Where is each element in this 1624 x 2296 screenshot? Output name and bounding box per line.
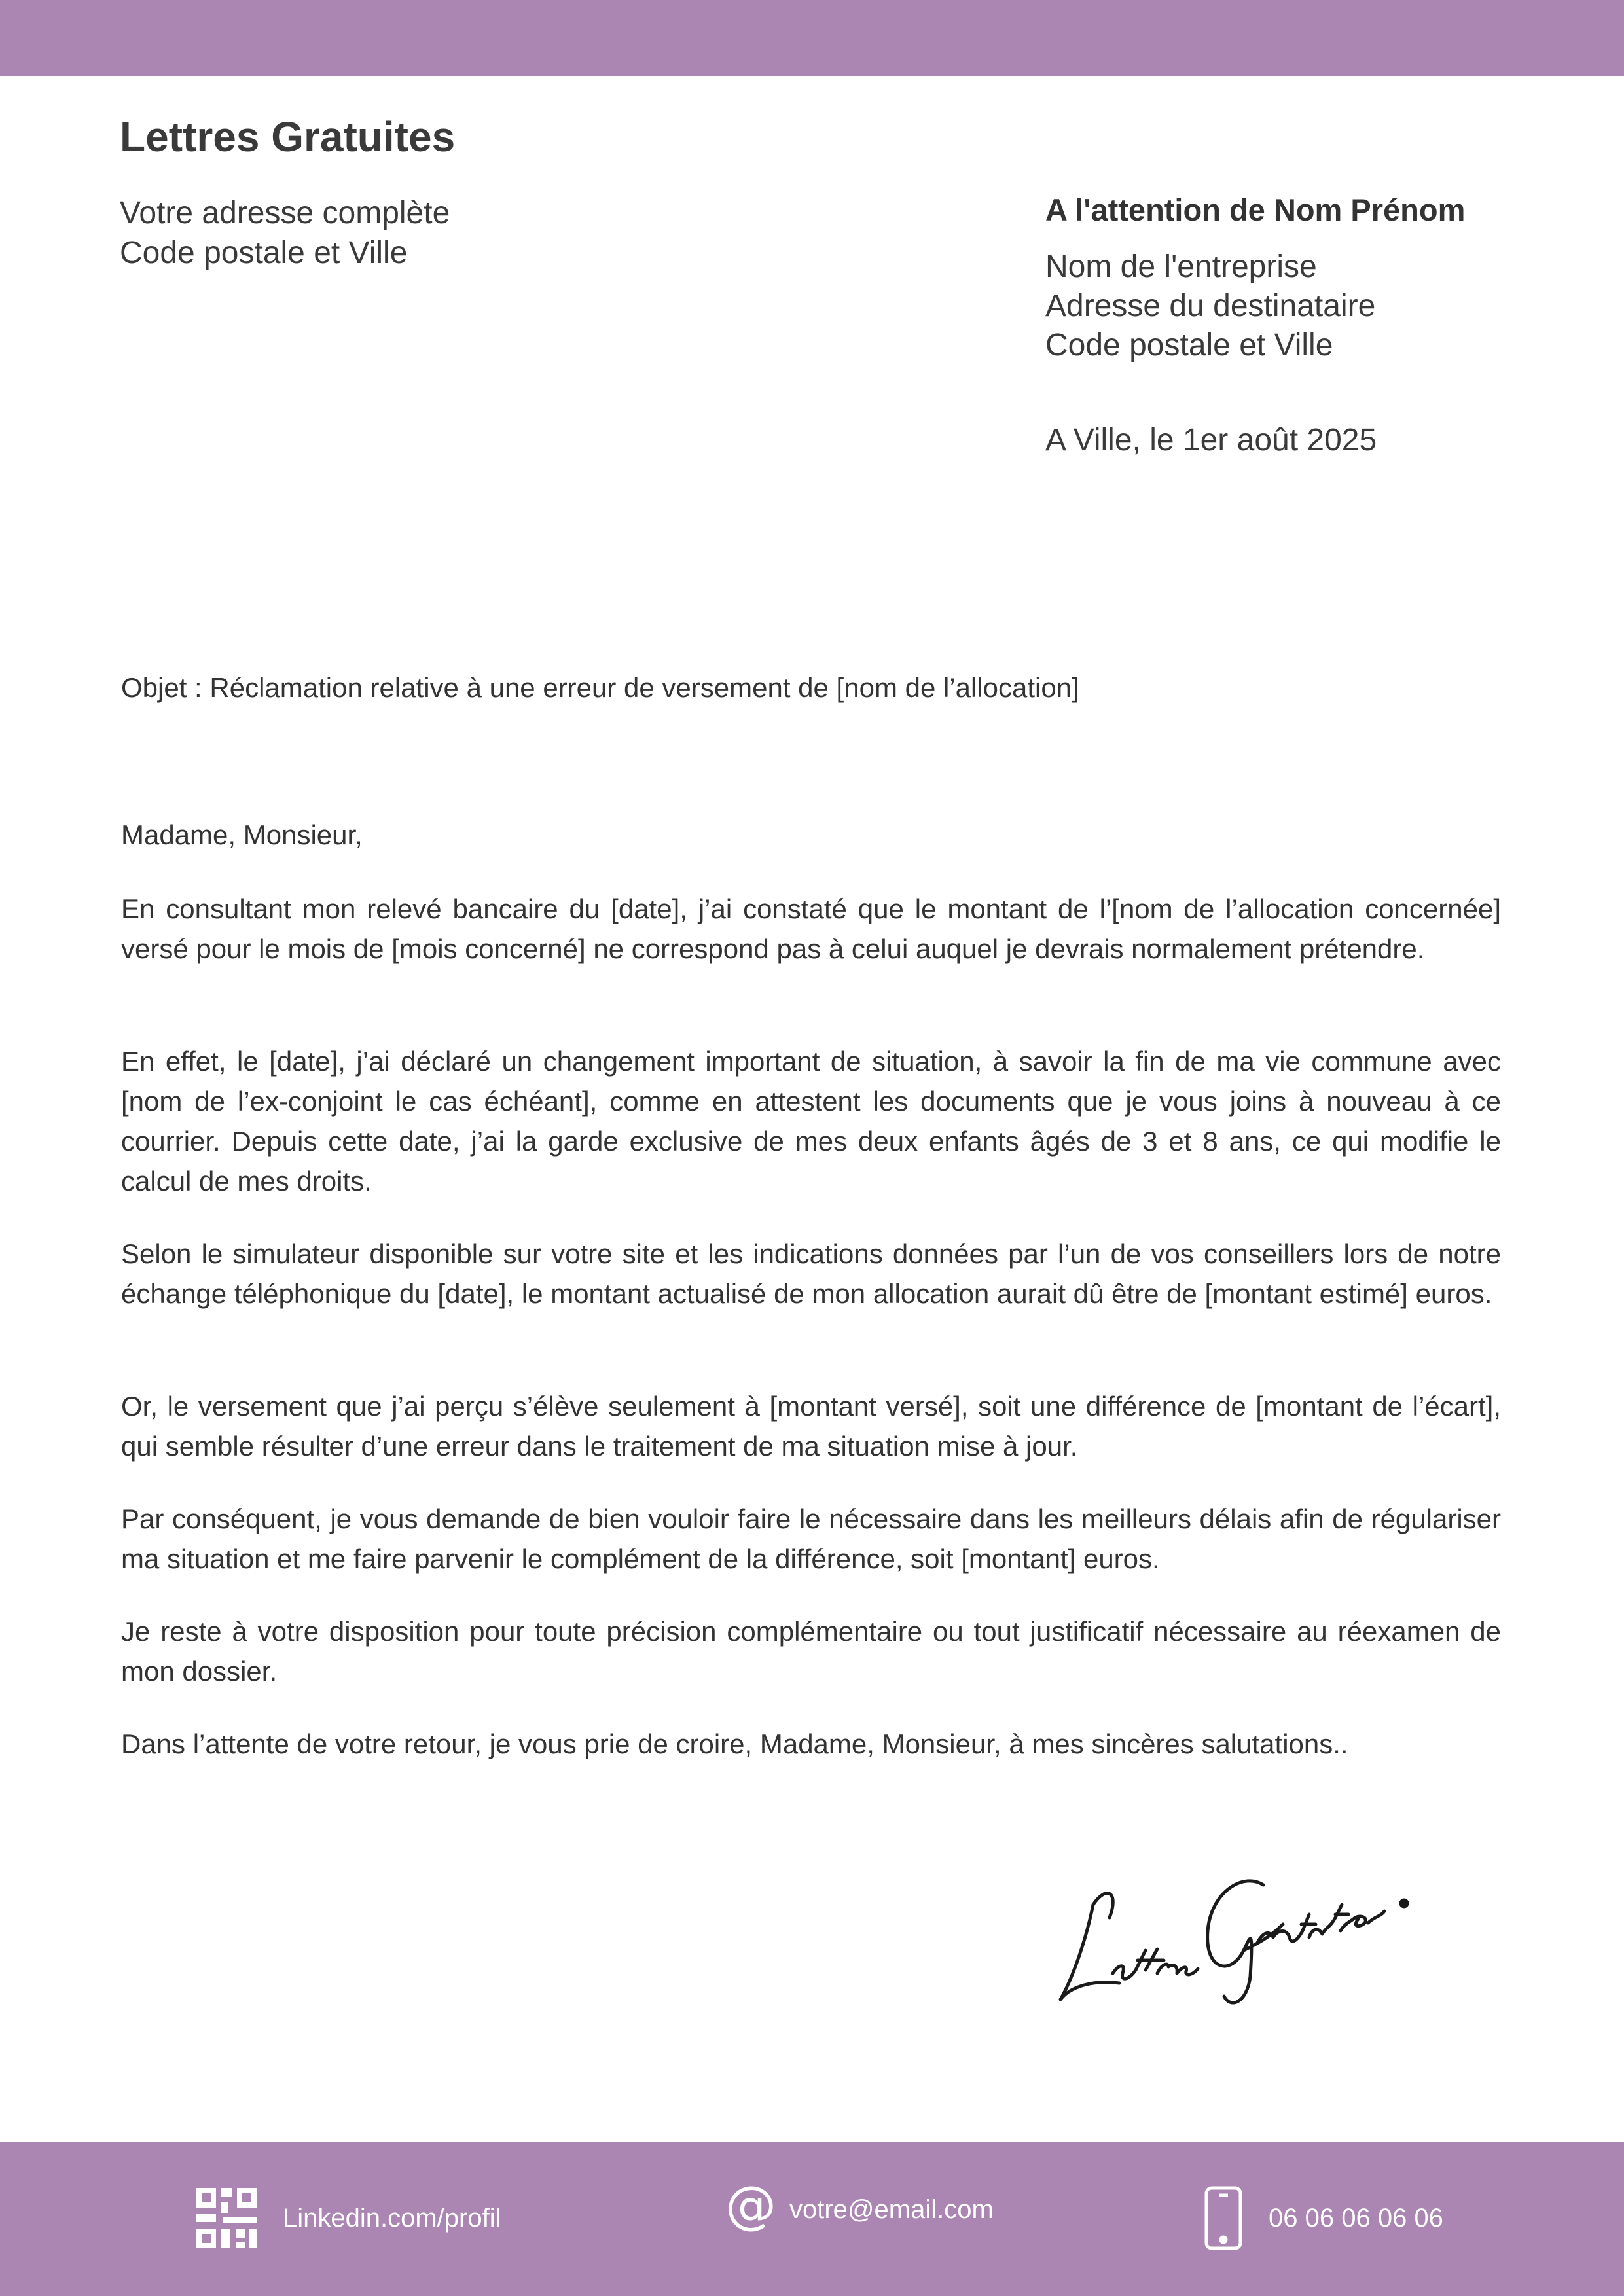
header-band — [0, 0, 1624, 76]
salutation: Madame, Monsieur, — [121, 819, 363, 850]
email-link[interactable]: votre@email.com — [789, 2195, 994, 2224]
recipient-address-line: Code postale et Ville — [1045, 328, 1333, 363]
body-paragraph: Je reste à votre disposition pour toute précision complémentaire ou tout justificatif nécessaire au réexamen de mon dossier. — [121, 1616, 1501, 1687]
date-line: A Ville, le 1er août 2025 — [1045, 423, 1377, 457]
body-paragraph: En consultant mon relevé bancaire du [date], j’ai constaté que le montant de l’[nom de l’allocation concernée] versé pour le mois de [mois concerné] ne correspond pas à celui auquel je devrais normalement prétendre. — [121, 893, 1501, 964]
sender-address — [120, 193, 450, 273]
recipient-address-line: Nom de l'entreprise — [1045, 249, 1317, 284]
sender-name: Lettres Gratuites — [120, 113, 456, 160]
recipient-address — [1045, 247, 1375, 365]
recipient-address-line: Adresse du destinataire — [1045, 289, 1376, 323]
sender-address-line: Code postale et Ville — [120, 236, 408, 270]
recipient-attention: A l'attention de Nom Prénom — [1045, 192, 1466, 227]
at-sign-icon: @ — [725, 2176, 776, 2235]
footer-linkedin[interactable] — [196, 2188, 501, 2248]
subject-line: Objet : Réclamation relative à une erreur de versement de [nom de l’allocation] — [121, 672, 1079, 703]
footer-phone[interactable] — [1204, 2186, 1443, 2250]
qr-code-icon — [196, 2188, 257, 2248]
phone-icon — [1204, 2186, 1242, 2250]
body-paragraph: Selon le simulateur disponible sur votre site et les indications données par l’un de vos conseillers lors de notre échange téléphonique du [date], le montant actualisé de mon allocation aurait dû être de [montant estimé] euros. — [121, 1238, 1501, 1309]
signature — [1047, 1846, 1440, 2016]
footer-email[interactable] — [725, 2176, 994, 2235]
phone-number: 06 06 06 06 06 — [1269, 2203, 1443, 2233]
body-paragraph: En effet, le [date], j’ai déclaré un changement important de situation, à savoir la fin de ma vie commune avec [nom de l’ex-conjoint le cas échéant], comme en attestent les documents que je vous joins à nouveau à ce courrier. Depuis cette date, j’ai la garde exclusive de mes deux enfants âgés de 3 et 8 ans, ce qui modifie le calcul de mes droits. — [121, 1046, 1501, 1196]
body-paragraph: Par conséquent, je vous demande de bien vouloir faire le nécessaire dans les meilleurs délais afin de régulariser ma situation et me faire parvenir le complément de la différence, soit [montant] euros. — [121, 1503, 1501, 1574]
sender-address-line: Votre adresse complète — [120, 196, 450, 230]
body-paragraph: Or, le versement que j’ai perçu s’élève seulement à [montant versé], soit une différence de [montant de l’écart], qui semble résulter d’une erreur dans le traitement de ma situation mise à jour. — [121, 1391, 1501, 1462]
linkedin-link[interactable]: Linkedin.com/profil — [283, 2203, 501, 2233]
closing-paragraph: Dans l’attente de votre retour, je vous prie de croire, Madame, Monsieur, à mes sincères salutations.. — [121, 1729, 1348, 1759]
